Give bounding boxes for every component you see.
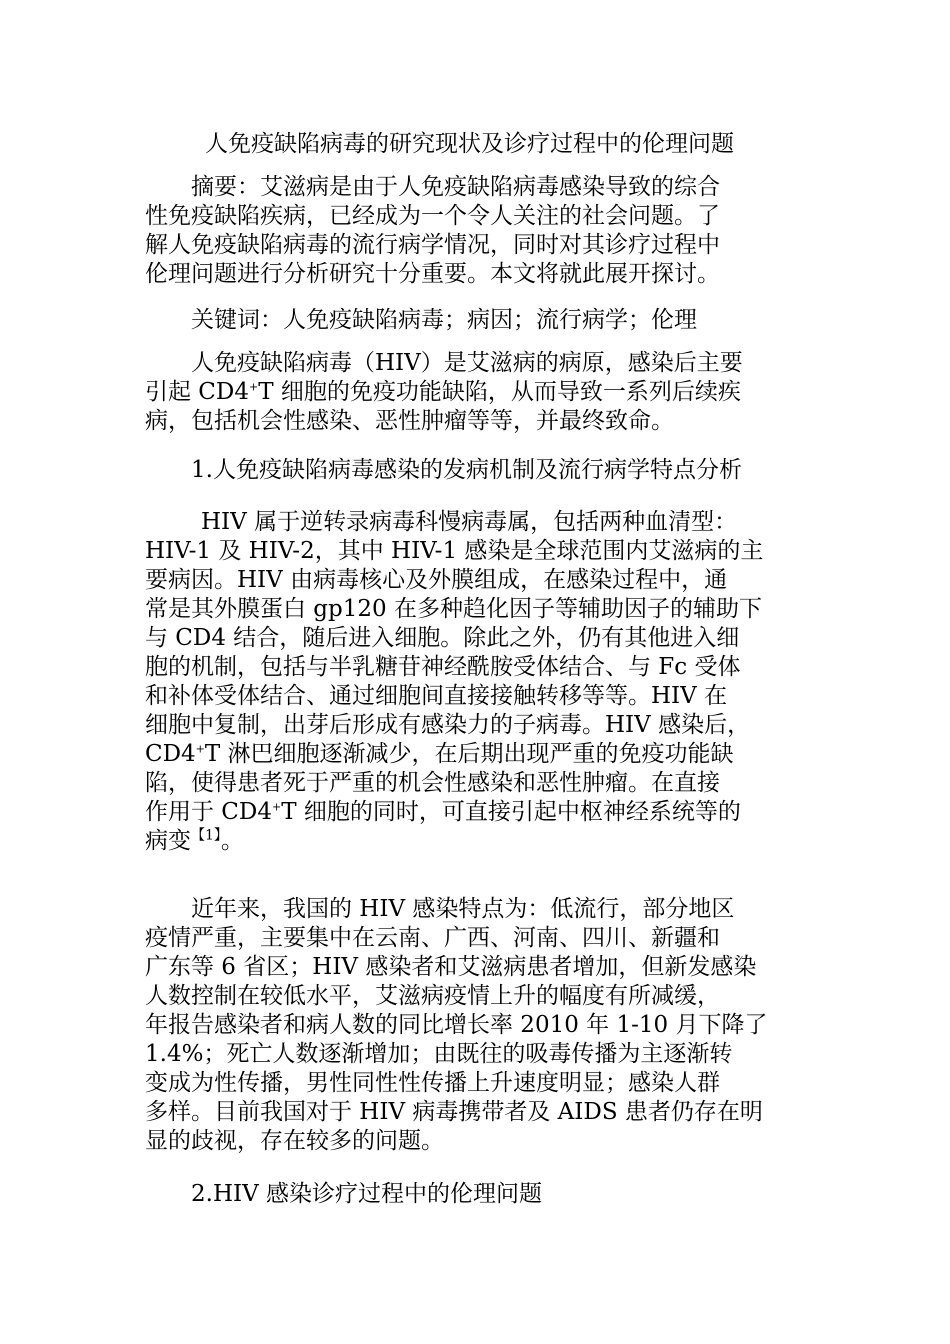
document-title-block <box>145 130 811 159</box>
abstract-line: 性免疫缺陷疾病，已经成为一个令人关注的社会问题。了 <box>145 203 720 229</box>
superscript-plus: + <box>248 380 259 394</box>
paragraph-line: 人数控制在较低水平，艾滋病疫情上升的幅度有所减缓， <box>145 983 720 1009</box>
paragraph-line <box>145 827 811 856</box>
keywords-paragraph <box>145 306 811 335</box>
body-paragraph-1 <box>145 508 811 856</box>
paragraph-line: 1.4%；死亡人数逐渐增加；由既往的吸毒传播为主逐渐转 <box>145 1041 733 1067</box>
paragraph-line: 要病因。HIV 由病毒核心及外膜组成，在感染过程中，通 <box>145 567 728 593</box>
keywords-line: 关键词：人免疫缺陷病毒；病因；流行病学；伦理 <box>191 307 697 333</box>
intro-line-text: T 细胞的免疫功能缺陷，从而导致一系列后续疾 <box>258 379 741 405</box>
paragraph-line: HIV-1 及 HIV-2，其中 HIV-1 感染是全球范围内艾滋病的主 <box>145 538 764 564</box>
paragraph-line: 常是其外膜蛋白 gp120 在多种趋化因子等辅助因子的辅助下 <box>145 596 762 622</box>
paragraph-text: T 淋巴细胞逐渐减少，在后期出现严重的免疫功能缺 <box>204 741 734 767</box>
paragraph-line: 胞的机制，包括与半乳糖苷神经酰胺受体结合、与 Fc 受体 <box>145 654 741 680</box>
document-title: 人免疫缺陷病毒的研究现状及诊疗过程中的伦理问题 <box>205 131 734 157</box>
paragraph-line: 陷，使得患者死于严重的机会性感染和恶性肿瘤。在直接 <box>145 770 720 796</box>
superscript-plus: + <box>195 742 205 756</box>
intro-line-text: 引起 CD4 <box>145 379 249 405</box>
body-paragraph-2 <box>145 895 811 1156</box>
intro-line: 人免疫缺陷病毒（HIV）是艾滋病的病原，感染后主要 <box>191 350 743 376</box>
paragraph-line: HIV 属于逆转录病毒科慢病毒属，包括两种血清型： <box>201 509 738 535</box>
paragraph-line: 和补体受体结合、通过细胞间直接接触转移等等。HIV 在 <box>145 683 728 709</box>
paragraph-text: 。 <box>220 828 244 854</box>
paragraph-line: 年报告感染者和病人数的同比增长率 2010 年 1-10 月下降了 <box>145 1012 768 1038</box>
paragraph-line <box>145 798 811 827</box>
citation-ref: 【1】 <box>191 827 221 844</box>
paragraph-text: 病变 <box>145 828 191 854</box>
section1-heading-block <box>145 456 811 485</box>
section-heading: 2.HIV 感染诊疗过程中的伦理问题 <box>191 1181 543 1207</box>
paragraph-line: 与 CD4 结合，随后进入细胞。除此之外，仍有其他进入细 <box>145 625 740 651</box>
superscript-plus: + <box>271 800 282 814</box>
paragraph-line: 疫情严重，主要集中在云南、广西、河南、四川、新疆和 <box>145 925 720 951</box>
abstract-line: 摘要：艾滋病是由于人免疫缺陷病毒感染导致的综合 <box>191 174 720 200</box>
paragraph-line <box>145 740 811 769</box>
section2-heading-block <box>145 1180 811 1209</box>
paragraph-line: 细胞中复制，出芽后形成有感染力的子病毒。HIV 感染后， <box>145 712 751 738</box>
paragraph-text: 作用于 CD4 <box>145 799 272 825</box>
intro-line: 病，包括机会性感染、恶性肿瘤等等，并最终致命。 <box>145 408 674 434</box>
paragraph-line: 广东等 6 省区；HIV 感染者和艾滋病患者增加，但新发感染 <box>145 954 757 980</box>
abstract-line: 解人免疫缺陷病毒的流行病学情况，同时对其诊疗过程中 <box>145 232 720 258</box>
paragraph-line: 变成为性传播，男性同性性传播上升速度明显；感染人群 <box>145 1070 720 1096</box>
paragraph-line: 近年来，我国的 HIV 感染特点为：低流行，部分地区 <box>191 896 735 922</box>
intro-line <box>145 378 811 407</box>
intro-paragraph <box>145 349 811 436</box>
abstract-line: 伦理问题进行分析研究十分重要。本文将就此展开探讨。 <box>145 261 720 287</box>
paragraph-text: T 细胞的同时，可直接引起中枢神经系统等的 <box>281 799 741 825</box>
paragraph-line: 显的歧视，存在较多的问题。 <box>145 1128 444 1154</box>
section-heading: 1.人免疫缺陷病毒感染的发病机制及流行病学特点分析 <box>191 457 742 483</box>
paragraph-text: CD4 <box>145 741 196 767</box>
abstract-paragraph <box>145 173 811 289</box>
paragraph-line: 多样。目前我国对于 HIV 病毒携带者及 AIDS 患者仍存在明 <box>145 1099 763 1125</box>
